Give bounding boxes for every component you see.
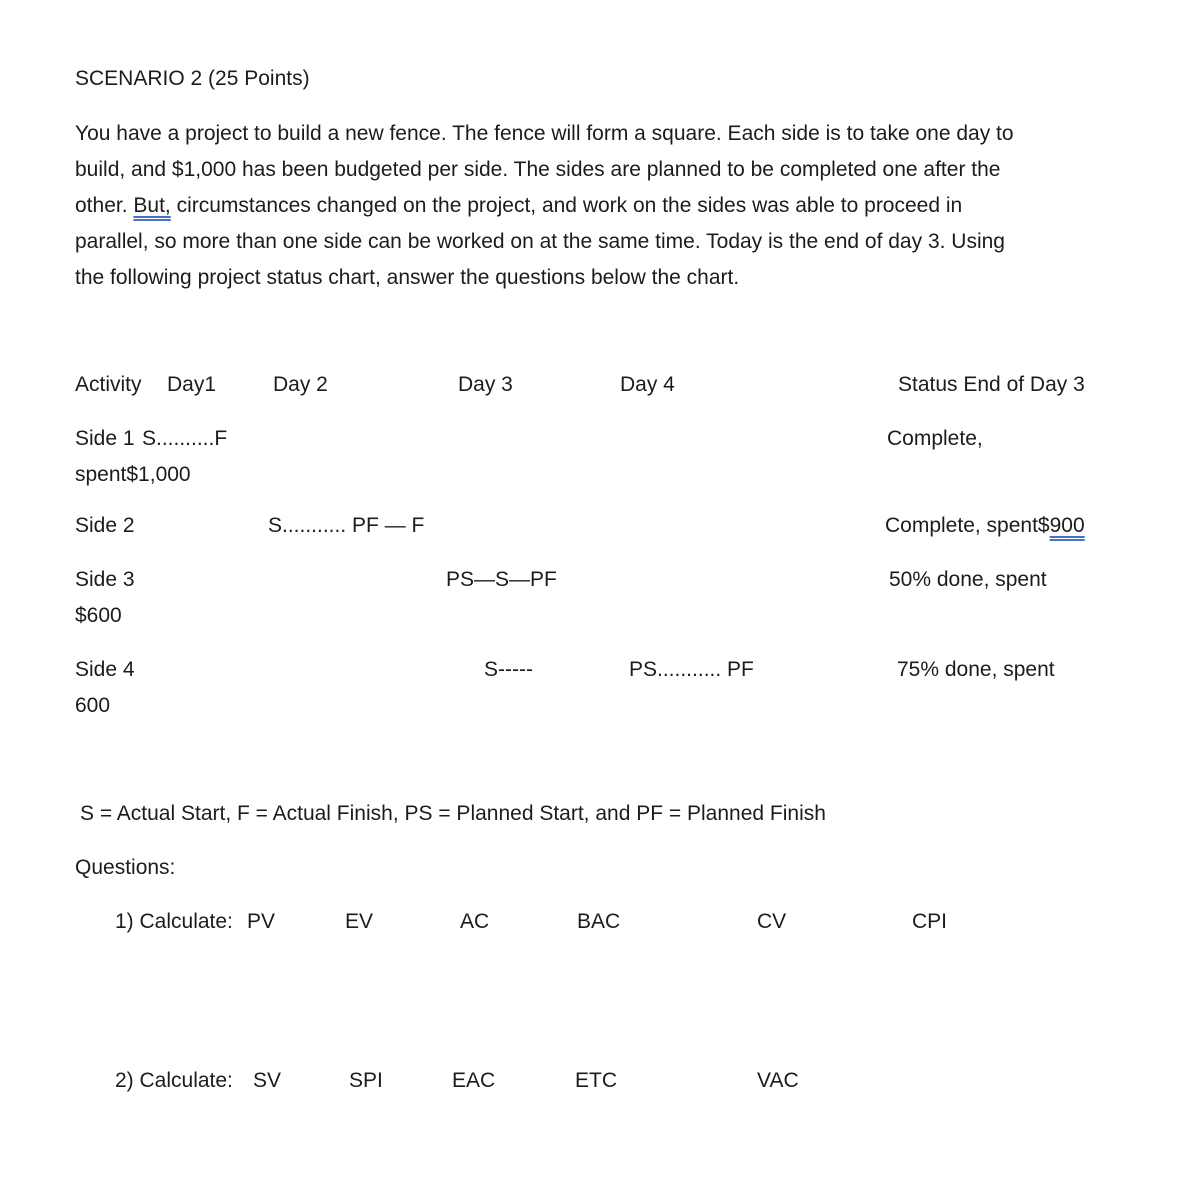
side-1-spent: spent$1,000: [75, 463, 191, 486]
side-1-label: Side 1: [75, 427, 135, 450]
chart-header-day3: Day 3: [458, 373, 513, 396]
side-4-status: 75% done, spent: [897, 658, 1055, 681]
side-2-status-text: Complete, spent$: [885, 514, 1050, 537]
question-2-sv: SV: [253, 1069, 282, 1092]
question-2-spi: SPI: [349, 1069, 383, 1092]
question-1-ev: EV: [345, 910, 374, 933]
question-1-bac: BAC: [577, 910, 621, 933]
question-1-ac: AC: [460, 910, 490, 933]
question-2-eac: EAC: [452, 1069, 496, 1092]
question-1-pv: PV: [247, 910, 276, 933]
side-2-timeline: S........... PF — F: [268, 514, 425, 537]
question-1-cv: CV: [757, 910, 787, 933]
side-4-planned-window: PS........... PF: [629, 658, 754, 681]
question-2-vac: VAC: [757, 1069, 799, 1092]
intro-line-4: parallel, so more than one side can be worked on at the same time. Today is the end of day 3. Using: [75, 230, 1005, 253]
side-2-status: [885, 515, 1085, 536]
question-2-etc: ETC: [575, 1069, 617, 1092]
chart-legend: S = Actual Start, F = Actual Finish, PS = Planned Start, and PF = Planned Finish: [80, 802, 826, 825]
side-2-status-flag: 900: [1049, 514, 1085, 537]
intro-line-3: [75, 188, 1115, 224]
page-title: SCENARIO 2 (25 Points): [75, 67, 310, 90]
chart-header-day4: Day 4: [620, 373, 675, 396]
chart-header-day2: Day 2: [273, 373, 328, 396]
question-2-prefix: 2) Calculate:: [115, 1069, 233, 1092]
intro-line-3-start: other.: [75, 194, 134, 217]
intro-line-3-rest: circumstances changed on the project, and work on the sides was able to proceed in: [170, 194, 963, 217]
chart-header-status: Status End of Day 3: [898, 373, 1085, 396]
side-4-actual-start: S-----: [484, 658, 533, 681]
question-1-prefix: 1) Calculate:: [115, 910, 233, 933]
side-2-label: Side 2: [75, 514, 135, 537]
intro-line-5: the following project status chart, answer the questions below the chart.: [75, 266, 740, 289]
side-3-timeline: PS—S—PF: [446, 568, 557, 591]
side-3-label: Side 3: [75, 568, 135, 591]
questions-heading: Questions:: [75, 856, 176, 879]
side-1-timeline: S..........F: [142, 427, 228, 450]
side-1-status: Complete,: [887, 427, 983, 450]
chart-header-day1: Day1: [167, 373, 217, 396]
intro-line-1: You have a project to build a new fence. The fence will form a square. Each side is to take one day to: [75, 122, 1014, 145]
side-3-spent: $600: [75, 604, 122, 627]
side-3-status: 50% done, spent: [889, 568, 1047, 591]
grammar-flag-word: But,: [133, 194, 171, 217]
intro-paragraph: [75, 116, 1115, 296]
intro-line-2: build, and $1,000 has been budgeted per side. The sides are planned to be completed one after the: [75, 158, 1001, 181]
side-4-spent: 600: [75, 694, 111, 717]
question-1-cpi: CPI: [912, 910, 948, 933]
chart-header-activity: Activity: [75, 373, 142, 396]
side-4-label: Side 4: [75, 658, 135, 681]
